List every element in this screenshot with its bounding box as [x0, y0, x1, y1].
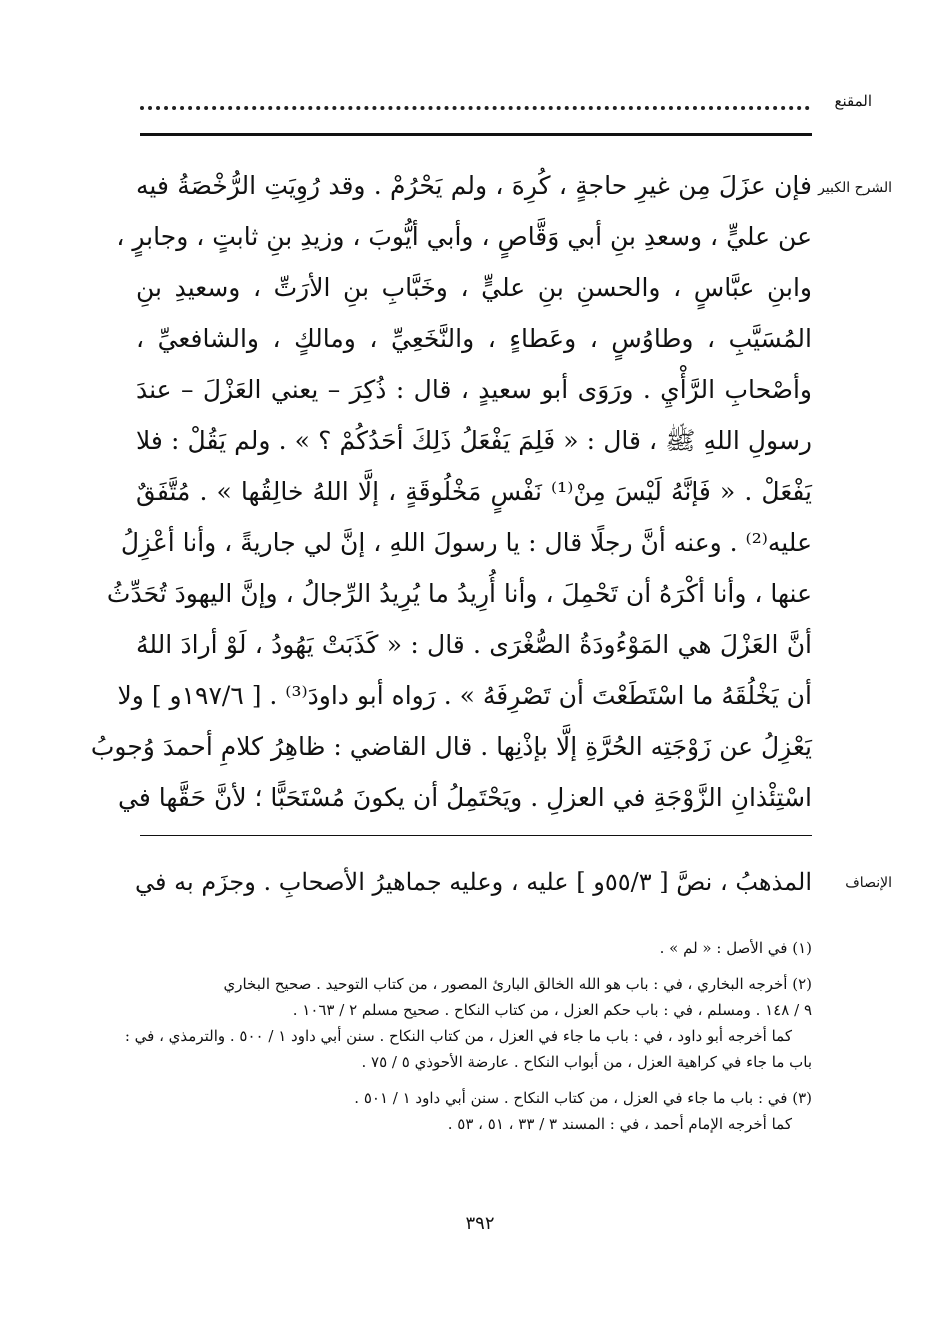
- body-line: أن يَخْلُقَهُ ما اسْتَطَعْتَ أن تَصْرِفَهُ » . رَواه أبو داودَ⁽³⁾ . [ ١٩٧/٦و ] ولا: [117, 681, 812, 710]
- footnotes: [124, 935, 812, 1137]
- footnote-line: كما أخرجه الإمام أحمد ، في : المسند ٣ / ٣٣ ، ٥١ ، ٥٣ .: [447, 1115, 792, 1133]
- header-rule: [140, 133, 812, 136]
- body-line: فإن عزَلَ مِن غيرِ حاجةٍ ، كُرِهَ ، ولم يَحْرُمْ . وقد رُوِيَتِ الرُّخْصَةُ فيه: [136, 171, 812, 200]
- body-line: المُسَيَّبِ ، وطاوُسٍ ، وعَطاءٍ ، والنَّخَعِيِّ ، ومالكٍ ، والشافعيِّ ،: [136, 324, 812, 353]
- footnote-line: (٣) في : باب ما جاء في العزل ، من كتاب النكاح . سنن أبي داود ١ / ٥٠١ .: [354, 1089, 812, 1107]
- page-number: ٣٩٢: [465, 1213, 495, 1234]
- header-dotted-leader: [140, 96, 810, 110]
- insaf-text: المذهبُ ، نصَّ [ ٥٥/٣و ] عليه ، وعليه جماهيرُ الأصحابِ . وجزَم به في: [135, 868, 812, 896]
- footnote-line: (٢) أخرجه البخاري ، في : باب هو الله الخالق البارئ المصور ، من كتاب التوحيد . صحيح البخاري: [223, 975, 812, 993]
- body-line: أنَّ العَزْلَ هي المَوْءُودَةُ الصُّغْرَى . قال : « كَذَبَتْ يَهُودُ ، لَوْ أرادَ اللهُ: [136, 630, 812, 659]
- footnote-line: باب ما جاء في كراهية العزل ، من أبواب النكاح . عارضة الأحوذي ٥ / ٧٥ .: [361, 1053, 812, 1071]
- body-line: عن عليٍّ ، وسعدِ بنِ أبي وَقَّاصٍ ، وأبي أيُّوبَ ، وزيدِ بنِ ثابتٍ ، وجابرٍ ،: [116, 222, 812, 251]
- section-divider: [140, 835, 812, 836]
- header-label: المقنع: [834, 92, 872, 110]
- body-line: اسْتِئْذانِ الزَّوْجَةِ في العزلِ . ويَحْتَمِلُ أن يكونَ مُسْتَحَبًّا ؛ لأنَّ حَقَّها في: [118, 783, 812, 812]
- body-line: وأصْحابِ الرَّأْيِ . ورَوَى أبو سعيدٍ ، قال : ذُكِرَ – يعني العَزْلَ – عندَ: [136, 375, 812, 404]
- body-line: عليه⁽²⁾ . وعنه أنَّ رجلًا قال : يا رسولَ اللهِ ، إنَّ لي جاريةً ، وأنا أعْزِلُ: [120, 528, 812, 557]
- body-line: عنها ، وأنا أكْرَهُ أن تَحْمِلَ ، وأنا أُرِيدُ ما يُرِيدُ الرِّجالُ ، وإنَّ اليهودَ تُحَدِّثُ: [106, 579, 812, 608]
- insaf-side-label: الإنصاف: [845, 875, 892, 891]
- body-line: يَفْعَلْ . « فَإنَّهُ لَيْسَ مِنْ⁽¹⁾ نَفْسٍ مَخْلُوقَةٍ ، إلَّا اللهُ خالِقُها » . مُتَّفَقٌ: [136, 477, 812, 506]
- footnote-line: (١) في الأصل : « لم » .: [659, 939, 812, 957]
- footnote-line: ٩ / ١٤٨ . ومسلم ، في : باب حكم العزل ، من كتاب النكاح . صحيح مسلم ٢ / ١٠٦٣ .: [292, 1001, 812, 1019]
- body-line: يَعْزِلُ عن زَوْجَتِه الحُرَّةِ إلَّا بإذْنِها . قال القاضي : ظاهِرُ كلامِ أحمدَ وُجوبُ: [90, 732, 812, 761]
- footnote-line: كما أخرجه أبو داود ، في : باب ما جاء في العزل ، من كتاب النكاح . سنن أبي داود ١ / ٥٠٠ . والترمذي ، في :: [124, 1027, 792, 1045]
- body-line: وابنِ عبَّاسٍ ، والحسنِ بنِ عليٍّ ، وخَبَّابِ بنِ الأرَتِّ ، وسعيدِ بنِ: [136, 273, 812, 302]
- main-side-label: الشرح الكبير: [818, 180, 892, 196]
- main-body-text: [90, 160, 812, 823]
- body-line: رسولِ اللهِ ﷺ ، قال : « فَلِمَ يَفْعَلُ ذَلِكَ أحَدُكُمْ ؟ » . ولم يَقُلْ : فلا: [136, 426, 812, 455]
